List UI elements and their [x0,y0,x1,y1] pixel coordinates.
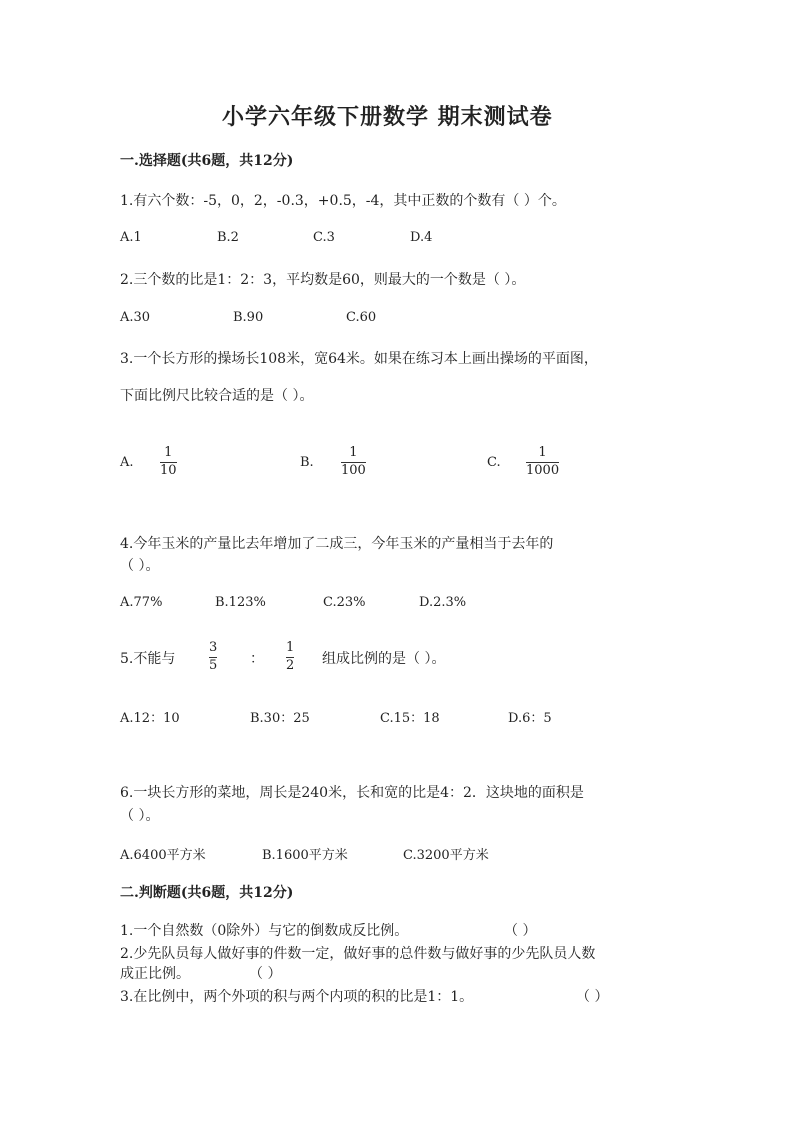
question-5-fraction-2 [286,641,294,673]
question-6-option-a: A.6400平方米 [120,848,206,863]
question-5-option-c: C.15：18 [380,711,440,726]
question-3-option-b-label: B. [300,455,314,470]
question-2-option-a: A.30 [120,310,151,325]
question-3-option-b-fraction [341,446,366,478]
question-4-text-line1: 4.今年玉米的产量比去年增加了二成三，今年玉米的产量相当于去年的 [120,536,554,552]
fraction-numerator: 1 [538,445,547,460]
question-4-option-c: C.23% [323,595,366,610]
question-3-option-c-label: C. [487,455,501,470]
judgement-3-text: 3.在比例中，两个外项的积与两个内项的积的比是1：1。 [120,989,474,1005]
question-4-option-d: D.2.3% [419,595,467,610]
question-5-colon: ： [250,651,264,667]
question-1-option-a: A.1 [120,230,142,245]
judgement-2-text-line2: 成正比例。 [120,966,190,982]
judgement-1-text: 1.一个自然数（0除外）与它的倒数成反比例。 [120,923,409,939]
question-5-fraction-1 [209,641,217,673]
question-5-option-b: B.30：25 [250,711,310,726]
question-4-option-b: B.123% [215,595,266,610]
question-1-option-c: C.3 [313,230,335,245]
question-2-option-c: C.60 [346,310,377,325]
question-4-option-a: A.77% [120,595,163,610]
fraction-denominator: 100 [341,463,366,478]
judgement-2-text-line1: 2.少先队员每人做好事的件数一定，做好事的总件数与做好事的少先队员人数 [120,946,596,962]
fraction-numerator: 3 [209,640,218,655]
question-6-option-c: C.3200平方米 [403,848,489,863]
question-3-text-line2: 下面比例尺比较合适的是（ ）。 [120,388,314,404]
question-5-text-before: 5.不能与 [120,651,176,667]
question-6-option-b: B.1600平方米 [262,848,348,863]
fraction-denominator: 2 [286,658,295,673]
question-5-text-after: 组成比例的是（ ）。 [322,651,446,667]
question-5-option-d: D.6：5 [508,711,552,726]
question-6-text-line1: 6.一块长方形的菜地，周长是240米，长和宽的比是4：2．这块地的面积是 [120,785,584,801]
question-3-option-a-label: A. [120,455,134,470]
question-1-option-d: D.4 [410,230,433,245]
question-3-text-line1: 3.一个长方形的操场长108米，宽64米。如果在练习本上画出操场的平面图， [120,351,598,367]
question-2-text: 2.三个数的比是1：2：3，平均数是60，则最大的一个数是（ ）。 [120,272,526,288]
fraction-denominator: 5 [209,658,218,673]
fraction-numerator: 1 [286,640,295,655]
page-title: 小学六年级下册数学 期末测试卷 [222,104,553,130]
question-1-option-b: B.2 [217,230,239,245]
fraction-denominator: 1000 [526,463,560,478]
question-5-option-a: A.12：10 [120,711,180,726]
question-3-option-c-fraction [526,446,559,478]
question-3-option-a-fraction [160,446,177,478]
fraction-denominator: 10 [160,463,177,478]
judgement-2-blank: （ ） [249,966,282,982]
section-heading-judgement: 二.判断题(共6题，共12分) [120,885,294,901]
judgement-3-blank: （ ） [576,989,609,1005]
question-4-text-line2: （ ）。 [120,558,160,574]
judgement-1-blank: （ ） [504,923,537,939]
question-1-text: 1.有六个数：-5，0，2，-0.3，+0.5，-4，其中正数的个数有（ ）个。 [120,193,566,209]
fraction-numerator: 1 [164,445,173,460]
question-6-text-line2: （ ）。 [120,808,160,824]
fraction-numerator: 1 [349,445,358,460]
question-2-option-b: B.90 [233,310,264,325]
section-heading-choice: 一.选择题(共6题，共12分) [120,153,294,169]
